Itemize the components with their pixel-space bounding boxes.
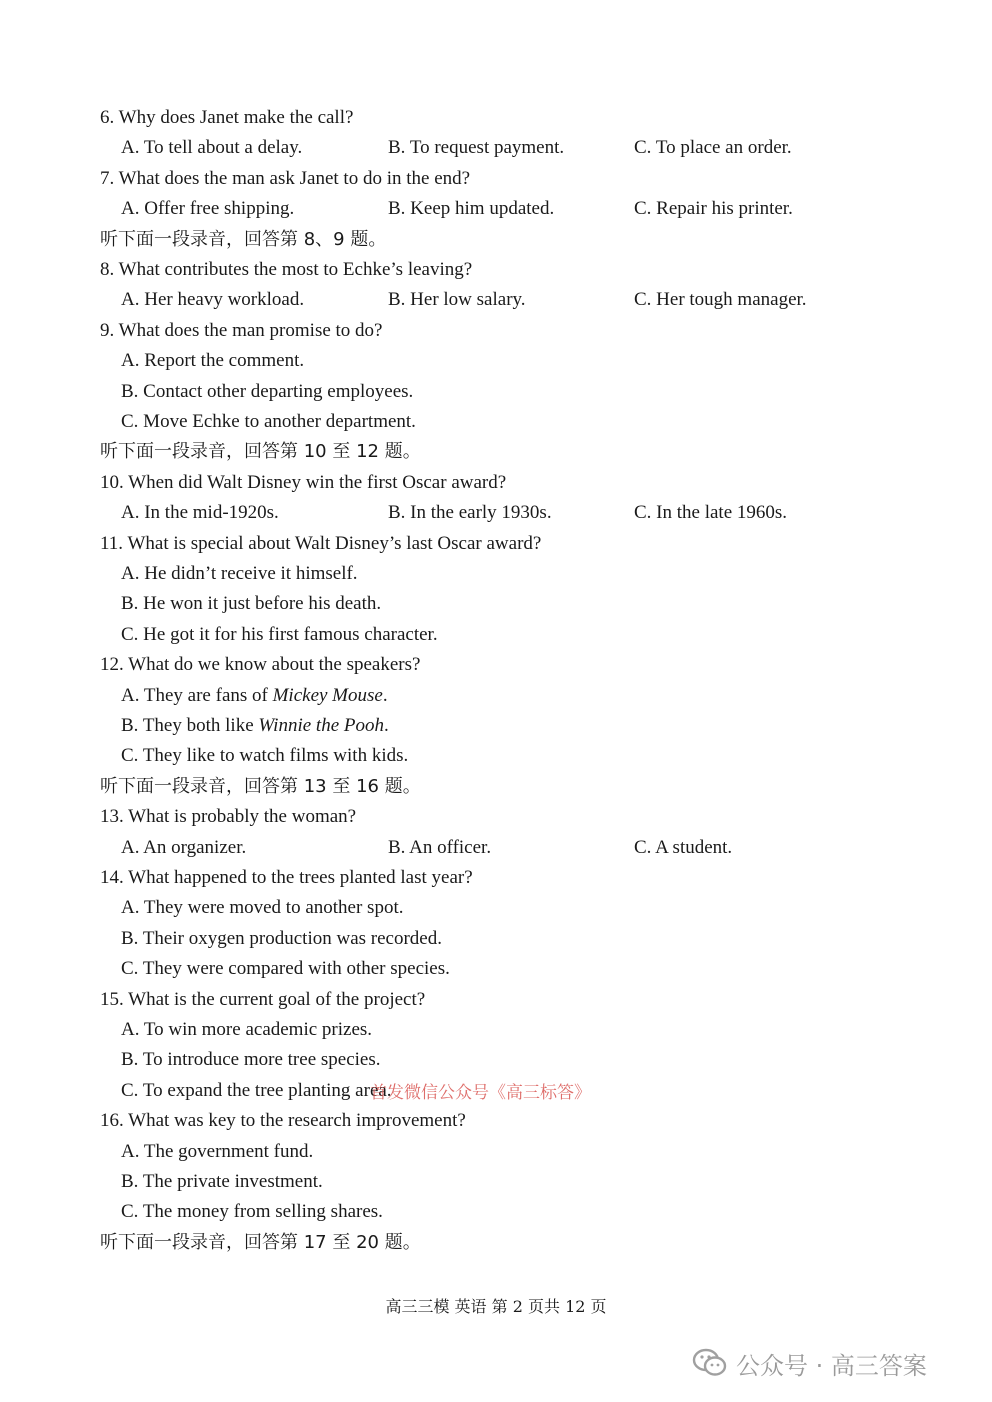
- answer-option: A. To win more academic prizes.: [121, 1019, 373, 1040]
- answer-option: A. To tell about a delay.: [121, 137, 303, 159]
- question-stem: 14. What happened to the trees planted last year?: [100, 867, 473, 888]
- watermark: 首发微信公众号《高三标答》: [370, 1083, 591, 1103]
- answer-option: B. Contact other departing employees.: [121, 380, 414, 402]
- answer-option: A. Offer free shipping.: [121, 198, 295, 220]
- answer-option: C. A student.: [634, 836, 733, 858]
- section-instruction: 听下面一段录音，回答第 17 至 20 题。: [100, 1231, 421, 1253]
- answer-option: B. Her low salary.: [388, 289, 526, 311]
- question-stem: 13. What is probably the woman?: [100, 806, 357, 828]
- wechat-icon: [692, 1348, 728, 1378]
- answer-option: C. They were compared with other species.: [121, 958, 450, 980]
- answer-option: A. Her heavy workload.: [121, 289, 305, 311]
- brand-text: 公众号 · 高三答案: [736, 1351, 927, 1380]
- answer-option: C. The money from selling shares.: [121, 1201, 383, 1223]
- option-text-part: .: [382, 684, 388, 706]
- italic-title: Winnie the Pooh: [258, 715, 384, 736]
- answer-option: C. To place an order.: [634, 137, 792, 159]
- answer-option: C. Repair his printer.: [634, 198, 793, 220]
- answer-option: C. In the late 1960s.: [634, 502, 788, 524]
- answer-option: C. To expand the tree planting area.: [121, 1079, 392, 1101]
- question-stem: 12. What do we know about the speakers?: [100, 654, 421, 676]
- option-text-part: B. They both like: [121, 715, 259, 736]
- answer-option: B. To request payment.: [388, 137, 565, 159]
- section-instruction: 听下面一段录音，回答第 10 至 12 题。: [100, 441, 421, 463]
- answer-option: C. Her tough manager.: [634, 289, 807, 311]
- section-instruction: 听下面一段录音，回答第 13 至 16 题。: [100, 775, 421, 797]
- option-text-part: A. They are fans of: [121, 684, 273, 706]
- option-text-part: .: [383, 715, 389, 736]
- answer-option: A. Report the comment.: [121, 350, 305, 372]
- answer-option: [121, 714, 389, 738]
- answer-option: B. Their oxygen production was recorded.: [121, 927, 442, 949]
- question-stem: 6. Why does Janet make the call?: [100, 107, 354, 128]
- question-stem: 11. What is special about Walt Disney’s last Oscar award?: [100, 532, 542, 554]
- answer-option: C. He got it for his first famous character.: [121, 623, 438, 645]
- answer-option: B. Keep him updated.: [388, 198, 555, 220]
- italic-title: Mickey Mouse: [272, 684, 383, 706]
- answer-option: A. In the mid-1920s.: [121, 502, 279, 524]
- answer-option: B. An officer.: [388, 836, 492, 858]
- answer-option: A. He didn’t receive it himself.: [121, 563, 358, 584]
- answer-option: A. An organizer.: [121, 836, 247, 858]
- question-stem: 10. When did Walt Disney win the first Oscar award?: [100, 471, 507, 493]
- question-stem: 7. What does the man ask Janet to do in the end?: [100, 167, 471, 189]
- answer-option: A. They were moved to another spot.: [121, 897, 404, 919]
- answer-option: B. In the early 1930s.: [388, 502, 552, 524]
- brand-badge: [692, 1346, 927, 1380]
- question-stem: 9. What does the man promise to do?: [100, 319, 383, 341]
- question-stem: 16. What was key to the research improvement?: [100, 1110, 466, 1132]
- answer-option: A. The government fund.: [121, 1140, 314, 1162]
- question-stem: 15. What is the current goal of the project?: [100, 988, 426, 1010]
- page-footer: 高三三模 英语 第 2 页共 12 页: [385, 1297, 607, 1316]
- answer-option: [121, 684, 388, 708]
- answer-option: B. The private investment.: [121, 1171, 323, 1192]
- section-instruction: 听下面一段录音，回答第 8、9 题。: [100, 228, 387, 250]
- answer-option: B. To introduce more tree species.: [121, 1049, 381, 1071]
- answer-option: C. Move Echke to another department.: [121, 411, 416, 432]
- question-stem: 8. What contributes the most to Echke’s leaving?: [100, 259, 473, 280]
- answer-option: B. He won it just before his death.: [121, 593, 382, 615]
- answer-option: C. They like to watch films with kids.: [121, 745, 409, 767]
